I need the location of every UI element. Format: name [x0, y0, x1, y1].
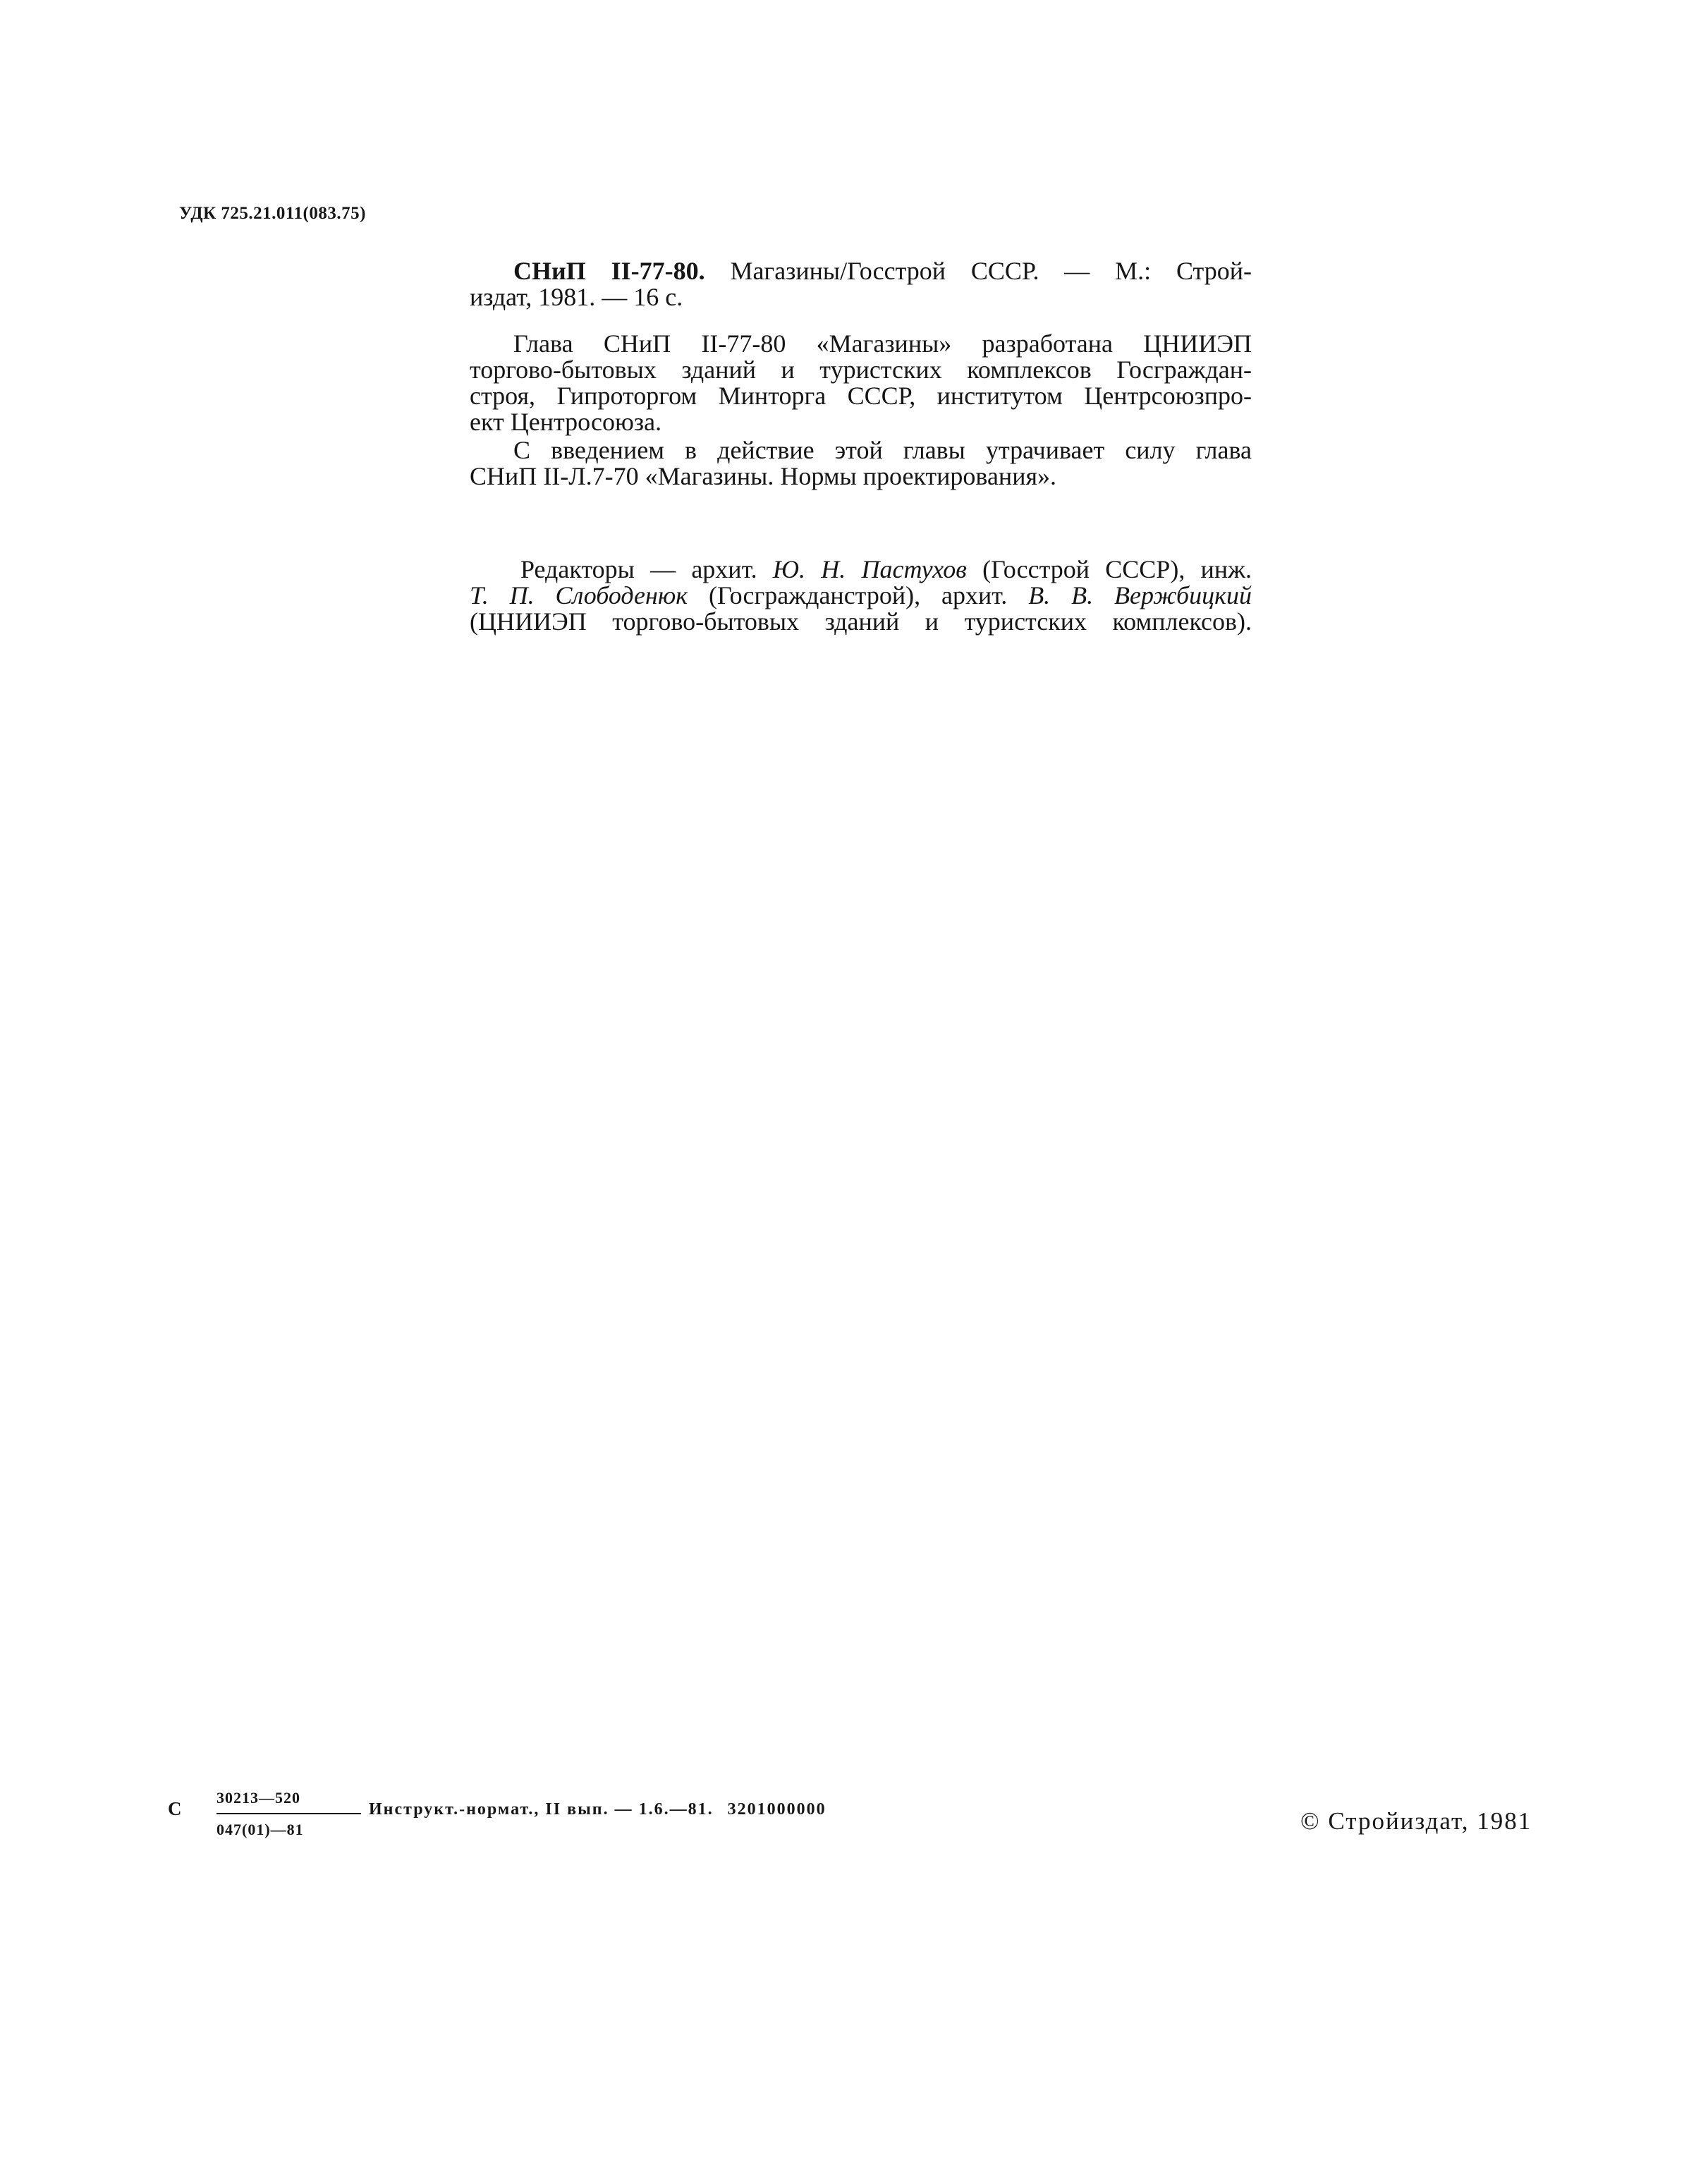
editors-line-2 [470, 583, 1252, 609]
imprint-note [369, 1799, 826, 1820]
supersedes-line: СНиП II-Л.7-70 «Магазины. Нормы проектирования». [470, 462, 1057, 490]
editor-name: Ю. Н. Пастухов [772, 555, 967, 583]
citation-block [470, 258, 1252, 310]
citation-text: Магазины/Госстрой СССР. — М.: Строй- [704, 257, 1252, 285]
imprint-denominator: 047(01)—81 [216, 1821, 304, 1838]
imprint-fraction-rule [216, 1813, 361, 1814]
document-code: СНиП II-77-80. [513, 257, 705, 285]
editors-line-1 [470, 557, 1252, 583]
annotation-line: строя, Гипроторгом Минторга СССР, институтом Центрсоюзпро- [470, 382, 1252, 410]
editors-line-3: (ЦНИИЭП торгово-бытовых зданий и туристских комплексов). [470, 607, 1252, 636]
annotation-line: торгово-бытовых зданий и туристских комплексов Госграждан- [470, 356, 1252, 384]
citation-line-1 [470, 258, 1252, 284]
supersedes-line: С введением в действие этой главы утрачивает силу глава [513, 436, 1252, 464]
copyright-notice: © Стройиздат, 1981 [1300, 1807, 1532, 1835]
imprint-note-text: Инструкт.-нормат., II вып. — 1.6.—81. [369, 1800, 714, 1819]
editor-name: В. В. Вержбицкий [1028, 581, 1252, 609]
annotation-line: ект Центросоюза. [470, 408, 662, 436]
imprint-code: 3201000000 [727, 1800, 826, 1819]
editors-paragraph [470, 557, 1252, 635]
imprint-numerator: 30213—520 [216, 1789, 300, 1807]
editor-name: Т. П. Слободенюк [470, 581, 688, 609]
supersedes-paragraph [470, 437, 1252, 490]
editor-affiliation: (Госгражданстрой), архит. [688, 581, 1029, 609]
annotation-line: Глава СНиП II-77-80 «Магазины» разработана ЦНИИЭП [513, 329, 1252, 358]
editor-affiliation: (Госстрой СССР), инж. [966, 555, 1252, 583]
udk-code: УДК 725.21.011(083.75) [179, 204, 366, 223]
citation-line-2: издат, 1981. — 16 с. [470, 283, 683, 311]
editors-prefix: Редакторы — архит. [520, 555, 773, 583]
annotation-paragraph [470, 331, 1252, 435]
imprint-letter: С [168, 1798, 182, 1819]
